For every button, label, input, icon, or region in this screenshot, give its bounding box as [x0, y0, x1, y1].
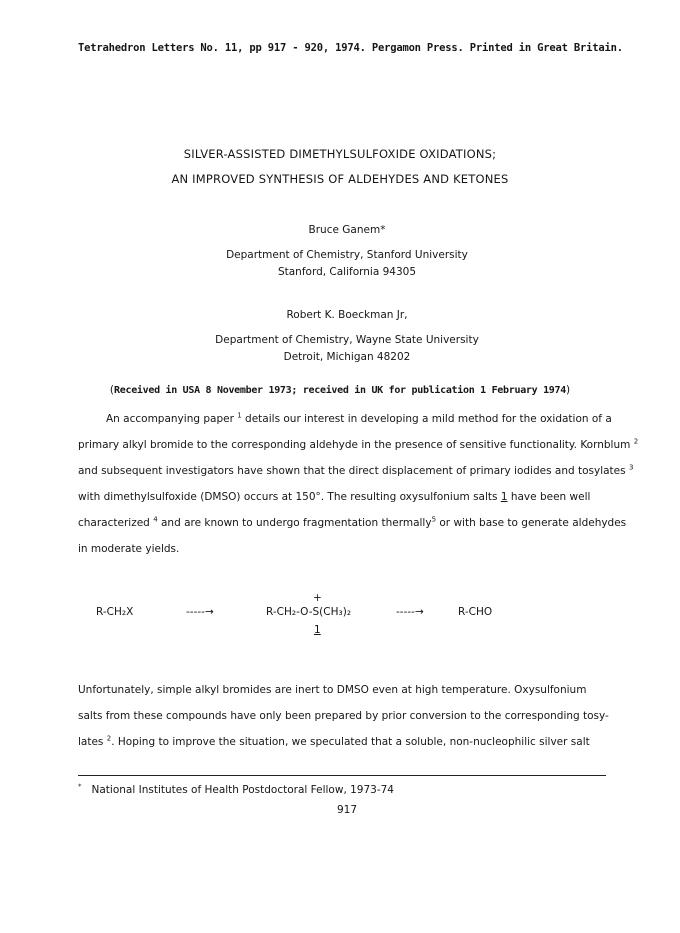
received-close-paren: ) — [565, 384, 571, 396]
p2-line3: lates $^2$. Hoping to improve the situation, we speculated that a soluble, non-nucleophilic silver salt — [78, 734, 590, 748]
paper-title-line1: SILVER-ASSISTED DIMETHYLSULFOXIDE OXIDATIONS; — [183, 147, 497, 161]
scheme-compound-label: 1 — [314, 624, 321, 636]
compound-label-1: 1 — [500, 491, 508, 503]
p1-line1: An accompanying paper $^1$ details our interest in developing a mild method for the oxidation of a — [106, 411, 612, 425]
scheme-reactant: R-CH₂X — [96, 606, 134, 618]
p1-line2: primary alkyl bromide to the corresponding aldehyde in the presence of sensitive functionality. Kornblum $^2$ — [78, 437, 639, 451]
journal-header: Tetrahedron Letters No. 11, pp 917 - 920, 1974. Pergamon Press. Printed in Great Britain. — [78, 42, 623, 54]
affiliation-1-line1: Department of Chemistry, Stanford University — [226, 249, 468, 261]
scheme-arrow-1: -----→ — [186, 606, 214, 618]
footnote-marker: * — [78, 782, 82, 791]
citation-2: 2 — [633, 437, 639, 446]
scheme-product: R-CHO — [458, 606, 493, 618]
body-paragraph-2 — [78, 677, 618, 755]
received-dates — [0, 384, 680, 396]
p1-line3: and subsequent investigators have shown that the direct displacement of primary iodides and tosylates $^3$ — [78, 463, 634, 477]
scheme-arrow-2: -----→ — [396, 606, 424, 618]
citation-4: 4 — [153, 515, 158, 524]
footnote-divider — [78, 775, 606, 776]
body-paragraph-1 — [78, 406, 639, 562]
scheme-intermediate: R-CH₂-O-S(CH₃)₂ — [266, 606, 352, 618]
affiliation-2-line2: Detroit, Michigan 48202 — [283, 351, 411, 363]
footnote-text: National Institutes of Health Postdoctoral Fellow, 1973-74 — [91, 784, 394, 796]
page-number: 917 — [336, 804, 358, 816]
affiliation-2-line1: Department of Chemistry, Wayne State University — [215, 334, 479, 346]
citation-3: 3 — [628, 463, 634, 472]
author-1: Bruce Ganem* — [308, 224, 386, 236]
received-text: Received in USA 8 November 1973; received in UK for publication 1 February 1974 — [114, 385, 566, 396]
p2-line2: salts from these compounds have only been prepared by prior conversion to the corresponding tosy- — [78, 710, 609, 722]
citation-5: 5 — [431, 515, 437, 524]
p2-line1: Unfortunately, simple alkyl bromides are inert to DMSO even at high temperature. Oxysulfonium — [78, 684, 587, 696]
citation-2b: 2 — [106, 734, 112, 743]
scheme-plus-charge: + — [313, 592, 322, 604]
footnote — [78, 784, 394, 796]
p1-line6: in moderate yields. — [78, 543, 180, 555]
p1-line4: with dimethylsulfoxide (DMSO) occurs at 150°. The resulting oxysulfonium salts 1 have been well — [78, 491, 591, 503]
author-2: Robert K. Boeckman Jr, — [286, 309, 408, 321]
affiliation-1-line2: Stanford, California 94305 — [277, 266, 417, 278]
received-open-paren: ( — [109, 384, 115, 396]
paper-title-line2: AN IMPROVED SYNTHESIS OF ALDEHYDES AND KETONES — [171, 172, 509, 186]
p1-line5: characterized $^4$ and are known to undergo fragmentation thermally$^5$ or with base to generate aldehydes — [78, 515, 627, 529]
citation-1: 1 — [237, 411, 242, 420]
